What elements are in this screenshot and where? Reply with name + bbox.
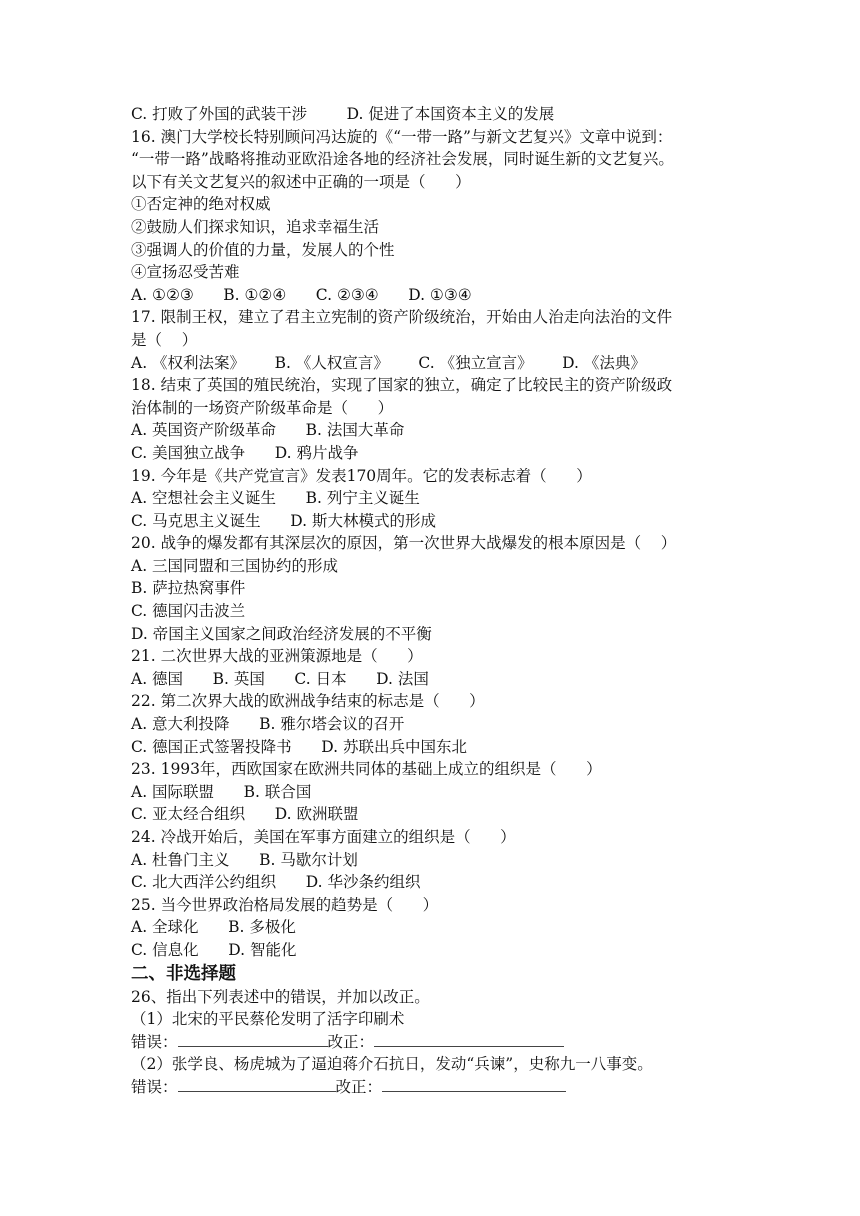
q23-options-ab: A. 国际联盟 B. 联合国 (131, 782, 312, 801)
question-content (131, 103, 741, 1099)
q17-stem-line1: 17. 限制王权，建立了君主立宪制的资产阶级统治，开始由人治走向法治的文件 (131, 308, 673, 327)
q16-options: A. ①②③ B. ①②④ C. ②③④ D. ①③④ (131, 285, 472, 304)
q24-stem: 24. 冷战开始后，美国在军事方面建立的组织是（ ） (131, 828, 516, 846)
q20-option-c: C. 德国闪击波兰 (131, 602, 246, 621)
q17-options: A. 《权利法案》 B. 《人权宣言》 C. 《独立宣言》 D. 《法典》 (131, 353, 646, 372)
q21-stem: 21. 二次世界大战的亚洲策源地是（ ） (131, 647, 423, 666)
correct-blank-1[interactable] (374, 1032, 564, 1047)
q25-options-cd: C. 信息化 D. 智能化 (131, 940, 297, 959)
q20-stem: 20. 战争的爆发都有其深层次的原因，第一次世界大战爆发的根本原因是（ ） (131, 534, 677, 553)
q20-option-a: A. 三国同盟和三国协约的形成 (131, 556, 339, 575)
q26-answer-row-1 (131, 1031, 741, 1054)
q22-options-ab: A. 意大利投降 B. 雅尔塔会议的召开 (131, 715, 405, 734)
q26-item-2: （2）张学良、杨虎城为了逼迫蒋介石抗日，发动“兵谏”，史称九一八事变。 (131, 1055, 653, 1074)
q21-options: A. 德国 B. 英国 C. 日本 D. 法国 (131, 669, 429, 688)
section-title: 二、非选择题 (131, 963, 236, 984)
q25-options-ab: A. 全球化 B. 多极化 (131, 918, 296, 937)
error-label: 错误： (131, 1032, 178, 1051)
q18-stem-line2: 治体制的一场资产阶级革命是（ ） (131, 398, 394, 417)
q22-options-cd: C. 德国正式签署投降书 D. 苏联出兵中国东北 (131, 737, 467, 756)
q24-options-ab: A. 杜鲁门主义 B. 马歇尔计划 (131, 850, 358, 869)
correct-blank-2[interactable] (382, 1077, 566, 1092)
q19-options-ab: A. 空想社会主义诞生 B. 列宁主义诞生 (131, 489, 420, 508)
q26-item-1: （1）北宋的平民蔡伦发明了活字印刷术 (131, 1010, 405, 1029)
q16-statement-3: ③强调人的价值的力量，发展人的个性 (131, 240, 395, 259)
q17-stem-line2: 是（ ） (131, 330, 198, 349)
q25-stem: 25. 当今世界政治格局发展的趋势是（ ） (131, 895, 439, 914)
q18-options-cd: C. 美国独立战争 D. 鸦片战争 (131, 443, 359, 462)
q23-options-cd: C. 亚太经合组织 D. 欧洲联盟 (131, 805, 359, 824)
q22-stem: 22. 第二次界大战的欧洲战争结束的标志是（ ） (131, 692, 485, 711)
q24-options-cd: C. 北大西洋公约组织 D. 华沙条约组织 (131, 873, 421, 892)
q20-option-b: B. 萨拉热窝事件 (131, 579, 246, 598)
q16-stem-line2: “一带一路”战略将推动亚欧沿途各地的经济社会发展，同时诞生新的文艺复兴。 (131, 150, 674, 169)
q18-options-ab: A. 英国资产阶级革命 B. 法国大革命 (131, 421, 405, 440)
q15-options-cd: C. 打败了外国的武装干涉 D. 促进了本国资本主义的发展 (131, 105, 555, 123)
q16-statement-1: ①否定神的绝对权威 (131, 195, 271, 214)
q23-stem: 23. 1993年，西欧国家在欧洲共同体的基础上成立的组织是（ ） (131, 760, 602, 779)
correct-label: 改正： (335, 1077, 383, 1096)
q18-stem-line1: 18. 结束了英国的殖民统治，实现了国家的独立，确定了比较民主的资产阶级政 (131, 376, 673, 395)
q20-option-d: D. 帝国主义国家之间政治经济发展的不平衡 (131, 624, 432, 643)
q16-statement-2: ②鼓励人们探求知识，追求幸福生活 (131, 217, 380, 236)
q16-stem-line1: 16. 澳门大学校长特别顾问冯达旋的《“一带一路”与新文艺复兴》文章中说到： (131, 127, 673, 146)
q26-stem: 26、指出下列表述中的错误，并加以改正。 (131, 987, 430, 1006)
q16-stem-line3: 以下有关文艺复兴的叙述中正确的一项是（ ） (131, 172, 471, 191)
error-blank-1[interactable] (178, 1032, 328, 1047)
q19-options-cd: C. 马克思主义诞生 D. 斯大林模式的形成 (131, 511, 436, 530)
q26-answer-row-2 (131, 1076, 741, 1099)
q19-stem: 19. 今年是《共产党宣言》发表170周年。它的发表标志着（ ） (131, 466, 592, 485)
q16-statement-4: ④宣扬忍受苦难 (131, 263, 240, 282)
error-label: 错误： (131, 1077, 178, 1096)
error-blank-2[interactable] (178, 1077, 336, 1092)
correct-label: 改正： (327, 1032, 375, 1051)
